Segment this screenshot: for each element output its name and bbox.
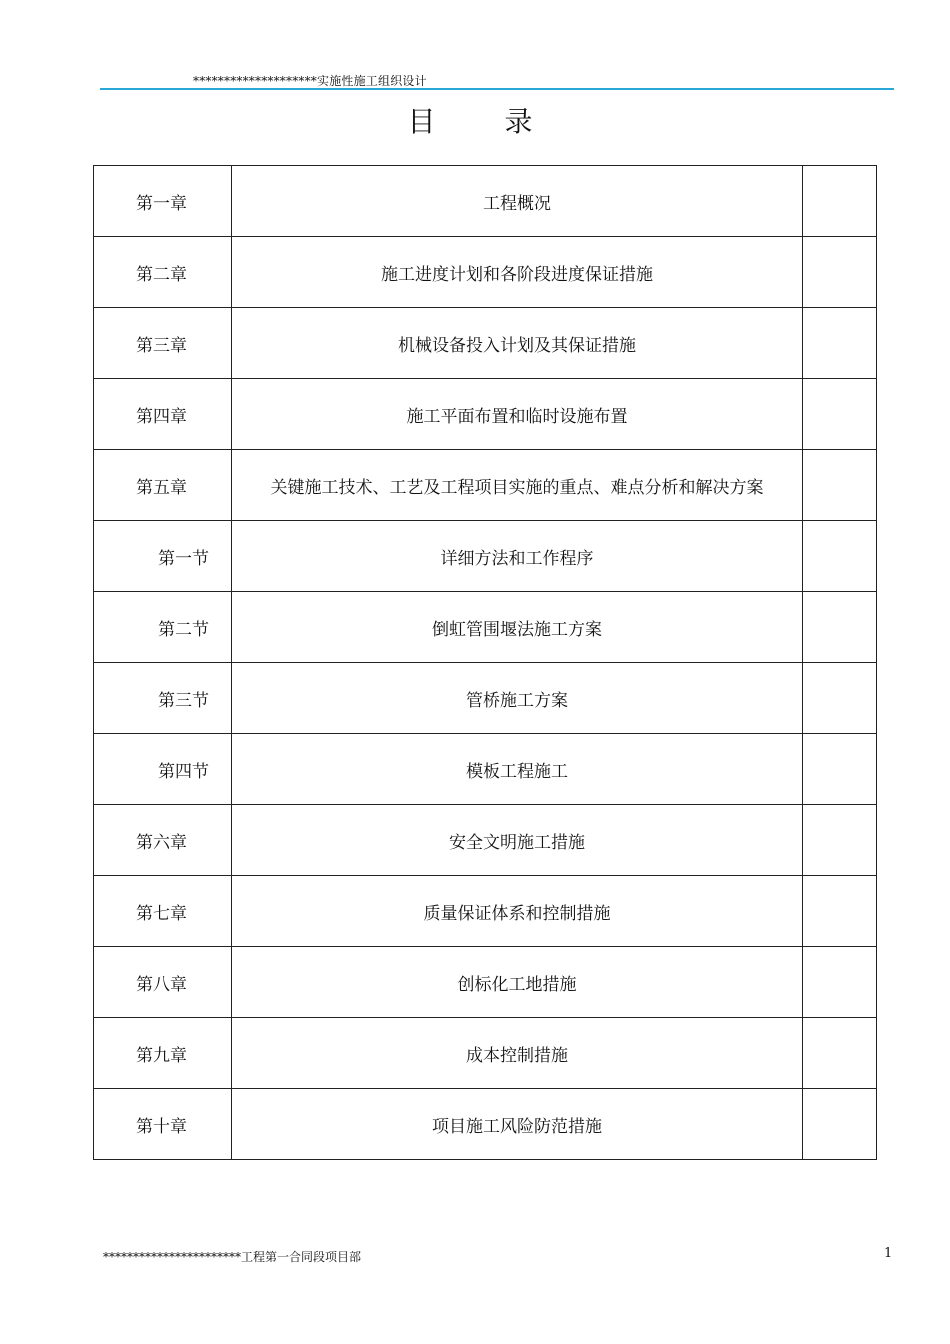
section-number: 第三节 <box>94 663 232 734</box>
toc-row <box>94 734 877 805</box>
page-footer-text: ***********************工程第一合同段项目部 <box>103 1250 362 1264</box>
toc-entry-title: 模板工程施工 <box>232 734 803 805</box>
toc-entry-title: 详细方法和工作程序 <box>232 521 803 592</box>
toc-page-cell <box>803 379 877 450</box>
chapter-number: 第四章 <box>94 379 232 450</box>
toc-entry-title: 质量保证体系和控制措施 <box>232 876 803 947</box>
toc-entry-title: 施工平面布置和临时设施布置 <box>232 379 803 450</box>
toc-page-cell <box>803 1018 877 1089</box>
toc-page-cell <box>803 592 877 663</box>
section-number: 第四节 <box>94 734 232 805</box>
page-number: 1 <box>884 1246 893 1261</box>
toc-row <box>94 521 877 592</box>
toc-entry-title: 工程概况 <box>232 166 803 237</box>
chapter-number: 第八章 <box>94 947 232 1018</box>
page-title: 目 录 <box>407 105 563 138</box>
toc-row <box>94 166 877 237</box>
toc-row <box>94 876 877 947</box>
toc-page-cell <box>803 947 877 1018</box>
toc-entry-title: 创标化工地措施 <box>232 947 803 1018</box>
toc-page-cell <box>803 734 877 805</box>
toc-page-cell <box>803 308 877 379</box>
toc-row <box>94 237 877 308</box>
toc-entry-title: 施工进度计划和各阶段进度保证措施 <box>232 237 803 308</box>
toc-page-cell <box>803 663 877 734</box>
toc-table <box>93 165 877 1160</box>
chapter-number: 第五章 <box>94 450 232 521</box>
toc-body <box>94 166 877 1160</box>
toc-row <box>94 592 877 663</box>
toc-page-cell <box>803 237 877 308</box>
chapter-number: 第十章 <box>94 1089 232 1160</box>
toc-row <box>94 1089 877 1160</box>
toc-entry-title: 成本控制措施 <box>232 1018 803 1089</box>
toc-page-cell <box>803 166 877 237</box>
page-header-text: ********************实施性施工组织设计 <box>193 74 427 88</box>
toc-page-cell <box>803 1089 877 1160</box>
chapter-number: 第六章 <box>94 805 232 876</box>
toc-row <box>94 947 877 1018</box>
chapter-number: 第一章 <box>94 166 232 237</box>
toc-entry-title: 机械设备投入计划及其保证措施 <box>232 308 803 379</box>
toc-page-cell <box>803 521 877 592</box>
chapter-number: 第七章 <box>94 876 232 947</box>
toc-entry-title: 项目施工风险防范措施 <box>232 1089 803 1160</box>
toc-row <box>94 308 877 379</box>
toc-row <box>94 663 877 734</box>
toc-page-cell <box>803 450 877 521</box>
chapter-number: 第二章 <box>94 237 232 308</box>
toc-row <box>94 450 877 521</box>
toc-row <box>94 379 877 450</box>
toc-page-cell <box>803 876 877 947</box>
toc-entry-title: 关键施工技术、工艺及工程项目实施的重点、难点分析和解决方案 <box>232 450 803 521</box>
header-rule <box>100 88 894 90</box>
toc-row <box>94 805 877 876</box>
section-number: 第二节 <box>94 592 232 663</box>
toc-entry-title: 倒虹管围堰法施工方案 <box>232 592 803 663</box>
toc-entry-title: 管桥施工方案 <box>232 663 803 734</box>
section-number: 第一节 <box>94 521 232 592</box>
chapter-number: 第三章 <box>94 308 232 379</box>
toc-entry-title: 安全文明施工措施 <box>232 805 803 876</box>
chapter-number: 第九章 <box>94 1018 232 1089</box>
toc-row <box>94 1018 877 1089</box>
toc-page-cell <box>803 805 877 876</box>
